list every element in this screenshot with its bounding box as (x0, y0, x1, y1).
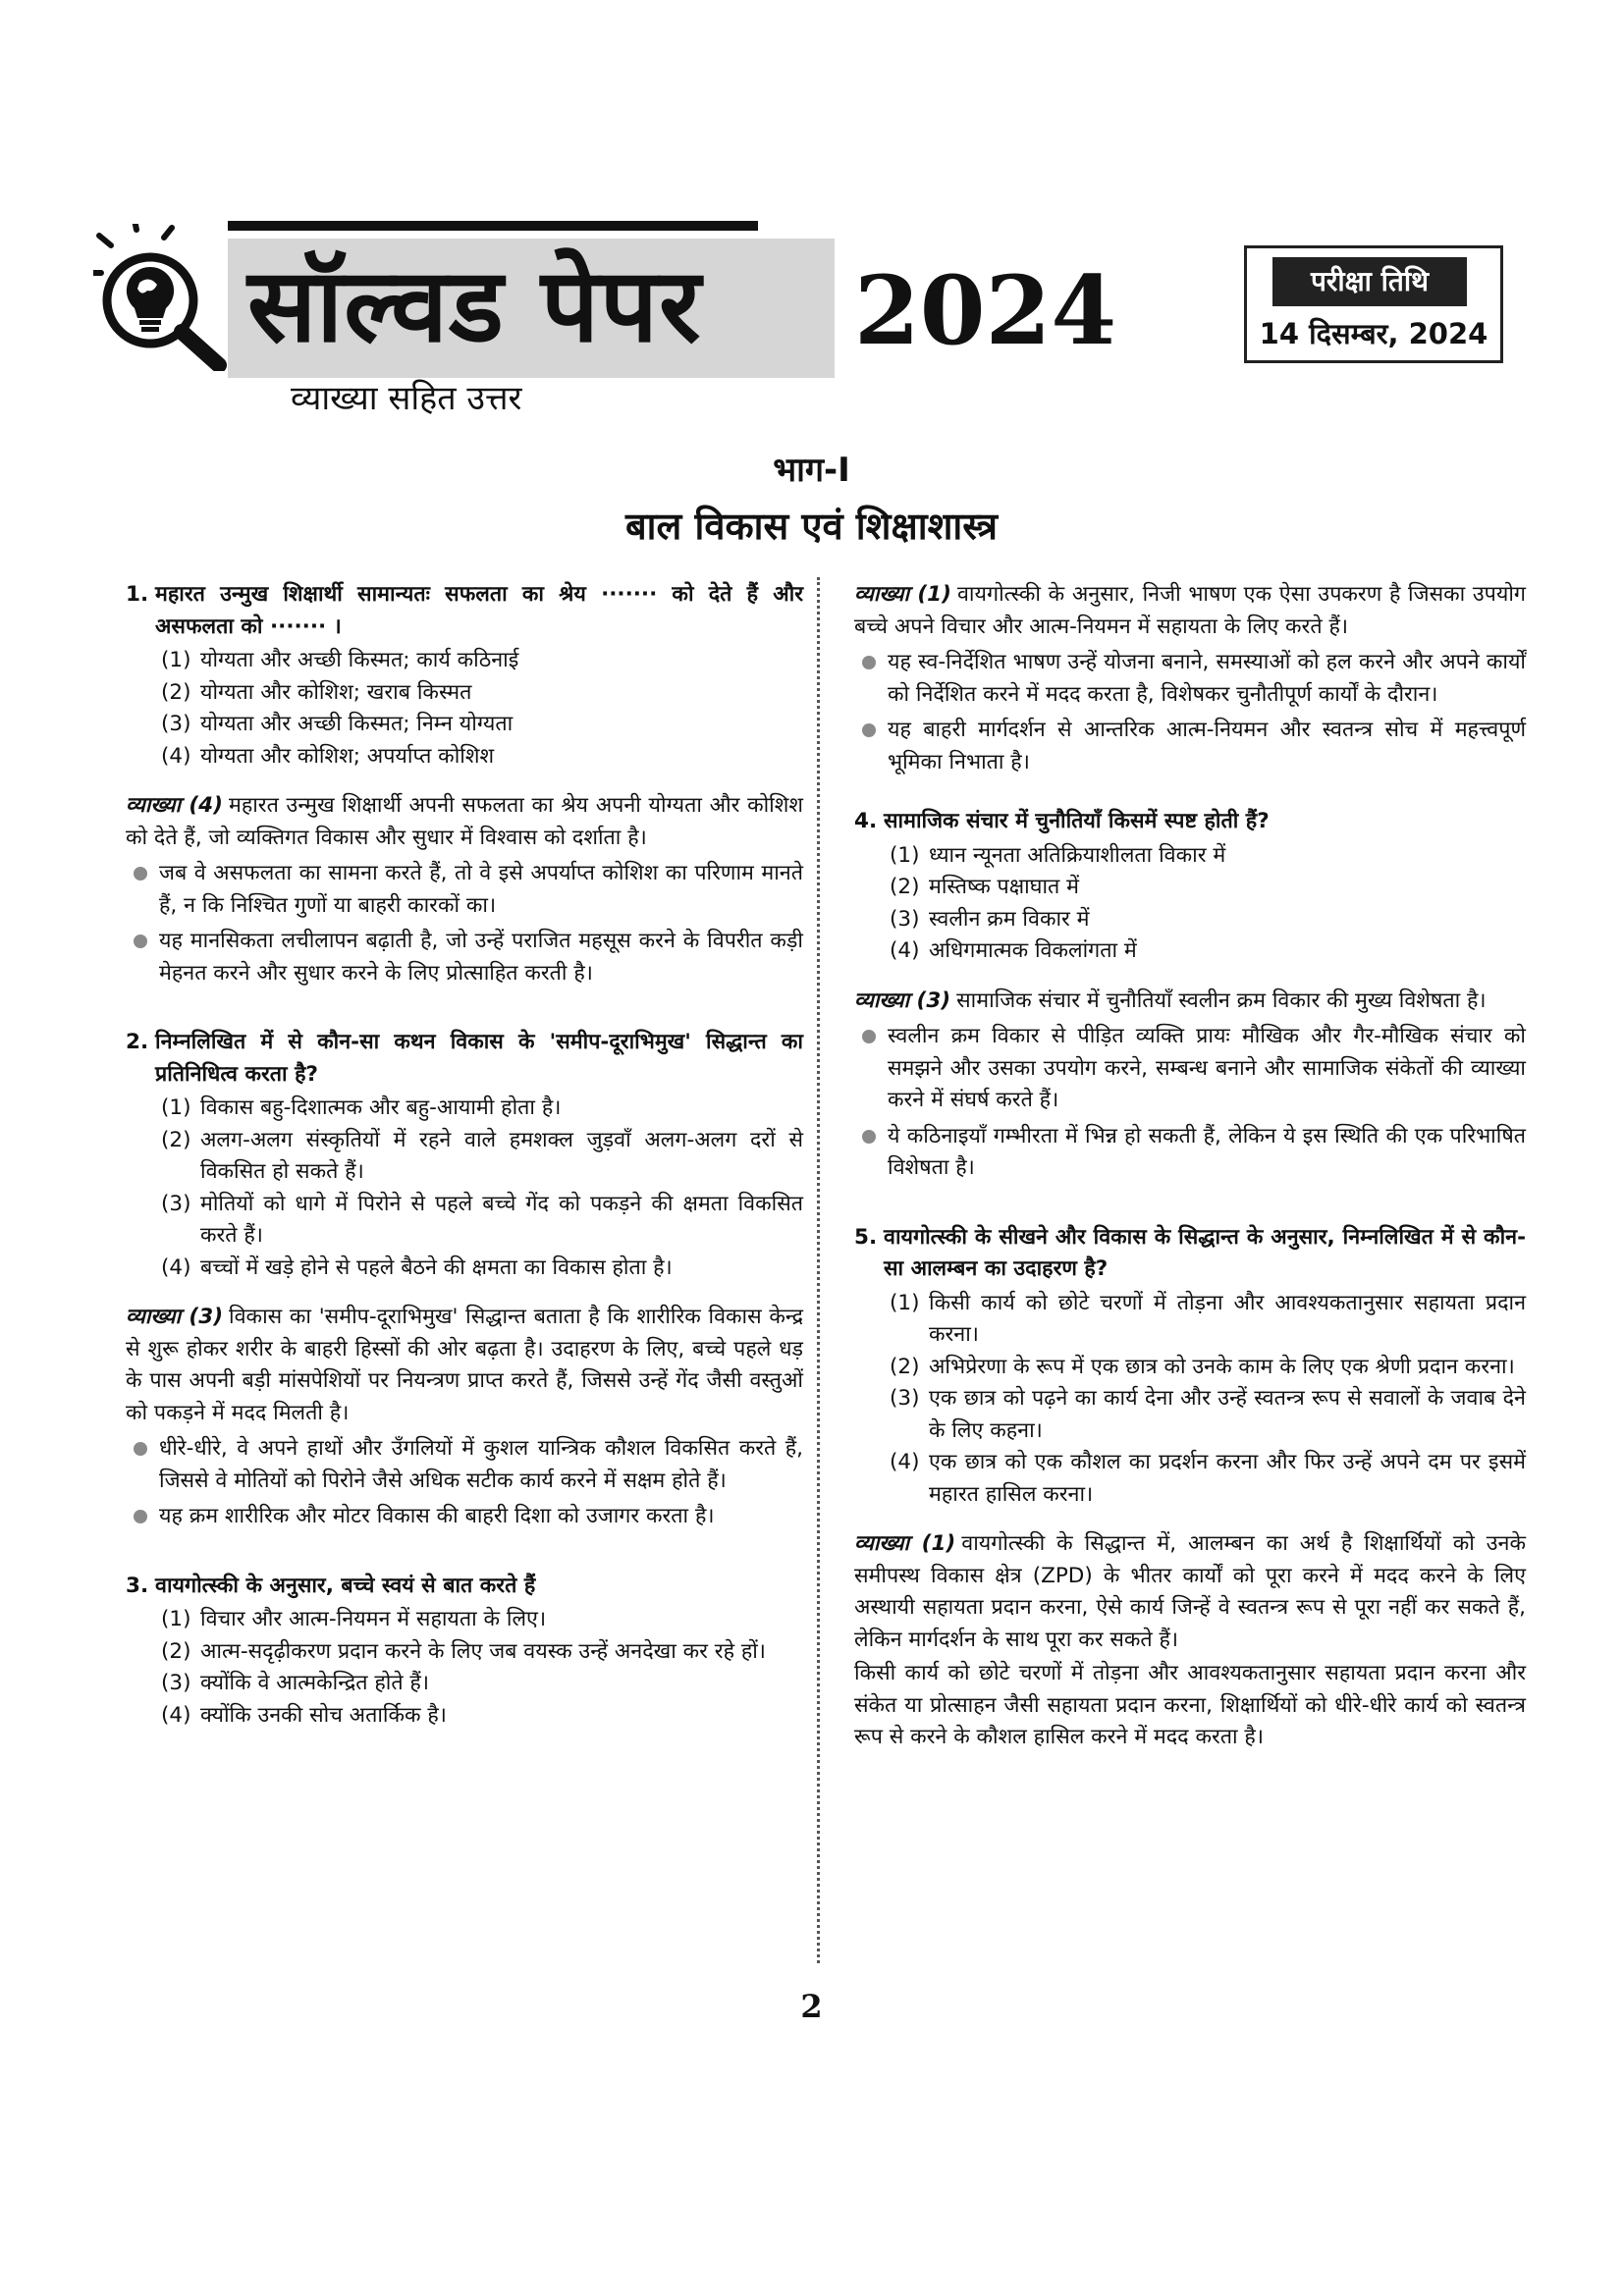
answer-bullet (862, 647, 1526, 711)
option (161, 741, 803, 774)
option-text: विकास बहु-दिशात्मक और बहु-आयामी होता है। (200, 1095, 562, 1120)
bullet-text: ये कठिनाइयाँ गम्भीरता में भिन्न हो सकती हैं, लेकिन ये इस स्थिति की एक परिभाषित विशेषता है। (888, 1123, 1526, 1180)
bullet-text: यह बाहरी मार्गदर्शन से आन्तरिक आत्म-नियमन और स्वतन्त्र सोच में महत्त्वपूर्ण भूमिका निभाता है। (888, 718, 1526, 774)
option-number: (3) (161, 712, 191, 736)
option (161, 1125, 803, 1189)
bullet-text: यह मानसिकता लचीलापन बढ़ाती है, जो उन्हें पराजित महसूस करने के विपरीत कड़ी मेहनत करने और सुधार करने के लिए प्रोत्साहित करती है। (159, 929, 803, 986)
question-text: वायगोत्स्की के अनुसार, बच्चे स्वयं से बात करते हैं (155, 1573, 536, 1598)
answer-explanation (854, 986, 1526, 1018)
bullet-dot-icon (134, 867, 147, 881)
option (161, 1636, 803, 1669)
bullet-dot-icon (134, 1442, 147, 1456)
title-year: 2024 (854, 255, 1117, 366)
bullet-dot-icon (134, 934, 147, 948)
option (890, 1447, 1526, 1511)
option-number: (1) (161, 1095, 191, 1120)
question-1-head (126, 579, 803, 643)
answer-text: सामाजिक संचार में चुनौतियाँ स्वलीन क्रम विकार की मुख्य विशेषता है। (956, 988, 1487, 1013)
option-text: मस्तिष्क पक्षाघात में (929, 875, 1079, 899)
question-1 (126, 579, 803, 989)
bullet-text: यह स्व-निर्देशित भाषण उन्हें योजना बनाने, समस्याओं को हल करने और अपने कार्यों को निर्देशित करने में मदद करता है, विशेषकर चुनौतीपूर्ण कार्यों के दौरान। (888, 650, 1526, 707)
question-2 (126, 1027, 803, 1533)
option-number: (3) (890, 1386, 920, 1411)
page-title: सॉल्वड पेपर (247, 245, 702, 365)
option-list (890, 840, 1526, 968)
option-number: (1) (890, 842, 920, 868)
bullet-dot-icon (862, 1130, 876, 1144)
answer-bullet (134, 1433, 803, 1497)
option-number: (4) (890, 1450, 920, 1474)
option-number: (4) (161, 743, 191, 769)
option-text: विचार और आत्म-नियमन में सहायता के लिए। (200, 1607, 547, 1631)
option-text: योग्यता और कोशिश; अपर्याप्त कोशिश (200, 743, 495, 769)
left-column (126, 579, 803, 1741)
answer-explanation (854, 1528, 1526, 1656)
option-text: एक छात्र को पढ़ने का कार्य देना और उन्हें स्वतन्त्र रूप से सवालों के जवाब देने के लिए कहना। (929, 1386, 1526, 1443)
option-text: अलग-अलग संस्कृतियों में रहने वाले हमशक्ल जुड़वाँ अलग-अलग दरों से विकसित हो सकते हैं। (200, 1127, 803, 1184)
option-text: योग्यता और अच्छी किस्मत; कार्य कठिनाई (200, 648, 519, 672)
option-number: (2) (161, 1638, 191, 1664)
option (890, 1288, 1526, 1352)
option (890, 1352, 1526, 1384)
option-list (161, 1604, 803, 1732)
answer-text: विकास का 'समीप-दूराभिमुख' सिद्धान्त बताता है कि शारीरिक विकास केन्द्र से शुरू होकर शरीर के बाहरी हिस्सों की ओर बढ़ता है। उदाहरण के लिए, बच्चे पहले धड़ के पास अपनी बड़ी मांसपेशियों पर नियन्त्रण प्राप्त करते हैं, जिससे उन्हें गेंद जैसी वस्तुओं को पकड़ने में मदद मिलती है। (126, 1305, 803, 1425)
option-text: मोतियों को धागे में पिरोने से पहले बच्चे गेंद को पकड़ने की क्षमता विकसित करते हैं। (200, 1191, 803, 1248)
option-text: अधिगमात्मक विकलांगता में (929, 938, 1137, 963)
option-text: किसी कार्य को छोटे चरणों में तोड़ना और आवश्यकतानुसार सहायता प्रदान करना। (929, 1290, 1526, 1347)
question-number: 3. (126, 1573, 149, 1598)
option (890, 904, 1526, 936)
globe-bulb-magnifier-icon (93, 224, 241, 371)
option-text: आत्म-सदृढ़ीकरण प्रदान करने के लिए जब वयस्क उन्हें अनदेखा कर रहे हों। (200, 1638, 766, 1664)
option-list (890, 1288, 1526, 1512)
bullet-text: जब वे असफलता का सामना करते हैं, तो वे इसे अपर्याप्त कोशिश का परिणाम मानते हैं, न कि निश्चित गुणों या बाहरी कारकों का। (159, 861, 803, 918)
bullet-dot-icon (862, 1030, 876, 1043)
option (161, 1700, 803, 1733)
answer-label: व्याख्या (1) (854, 1531, 956, 1556)
option-text: स्वलीन क्रम विकार में (929, 906, 1090, 932)
answer-explanation (126, 790, 803, 854)
bullet-dot-icon (134, 1510, 147, 1523)
option-text: अभिप्रेरणा के रूप में एक छात्र को उनके काम के लिए एक श्रेणी प्रदान करना। (929, 1354, 1515, 1379)
answer-bullet (134, 858, 803, 922)
question-text: महारत उन्मुख शिक्षार्थी सामान्यतः सफलता का श्रेय ······· को देते हैं और असफलता को ······· । (155, 582, 803, 639)
option (890, 935, 1526, 968)
question-number: 4. (854, 809, 878, 833)
option-text: एक छात्र को एक कौशल का प्रदर्शन करना और फिर उन्हें अपने दम पर इसमें महारत हासिल करना। (929, 1450, 1526, 1507)
answer-bullet (134, 926, 803, 989)
right-column (854, 579, 1526, 1764)
bullet-dot-icon (862, 723, 876, 737)
answer-bullet (134, 1501, 803, 1533)
option-number: (1) (161, 648, 191, 672)
section-title: बाल विकास एवं शिक्षाशास्त्र (624, 505, 999, 548)
option-text: योग्यता और कोशिश; खराब किस्मत (200, 679, 472, 705)
answer-text: वायगोत्स्की के सिद्धान्त में, आलम्बन का अर्थ है शिक्षार्थियों को उनके समीपस्थ विकास क्षेत्र (ZPD) के भीतर कार्यों को पूरा करने में मदद करने के लिए अस्थायी सहायता प्रदान करना, ऐसे कार्य जिन्हें वे स्वतन्त्र रूप से पूरा नहीं कर सकते हैं, लेकिन मार्गदर्शन के साथ पूरा कर सकते हैं। (854, 1531, 1526, 1652)
answer-label: व्याख्या (3) (854, 988, 951, 1013)
option-number: (3) (161, 1671, 191, 1695)
question-4 (854, 806, 1526, 1185)
option-list (161, 645, 803, 773)
bullet-text: यह क्रम शारीरिक और मोटर विकास की बाहरी दिशा को उजागर करता है। (159, 1504, 715, 1528)
option-number: (4) (161, 1255, 191, 1280)
header-top-rule (228, 221, 758, 231)
option (161, 1253, 803, 1285)
option-number: (3) (890, 906, 920, 932)
option (161, 1604, 803, 1636)
option-number: (1) (161, 1607, 191, 1631)
page-subtitle: व्याख्या सहित उत्तर (291, 379, 522, 418)
answer-bullet (862, 1121, 1526, 1185)
page-number: 2 (800, 1988, 823, 2025)
answer-bullet (862, 715, 1526, 778)
question-5-head (854, 1222, 1526, 1286)
option-list (161, 1093, 803, 1284)
bullet-text: धीरे-धीरे, वे अपने हाथों और उँगलियों में कुशल यान्त्रिक कौशल विकसित करते हैं, जिससे वे मोतियों को पिरोने जैसे अधिक सटीक कार्य करने में सक्षम होते हैं। (159, 1436, 803, 1493)
option (161, 1189, 803, 1253)
section-part: भाग-I (773, 451, 850, 490)
question-3 (126, 1571, 803, 1733)
question-3-head (126, 1571, 803, 1603)
question-2-head (126, 1027, 803, 1091)
question-text: वायगोत्स्की के सीखने और विकास के सिद्धान्त के अनुसार, निम्नलिखित में से कौन-सा आलम्बन का उदाहरण है? (884, 1224, 1526, 1281)
question-4-head (854, 806, 1526, 838)
answer-explanation (126, 1302, 803, 1429)
option (890, 1383, 1526, 1447)
question-number: 5. (854, 1224, 878, 1250)
answer-label: व्याख्या (4) (126, 793, 223, 818)
bullet-text: स्वलीन क्रम विकार से पीड़ित व्यक्ति प्रायः मौखिक और गैर-मौखिक संचार को समझने और उसका उपयोग करने, सम्बन्ध बनाने और सामाजिक संकेतों की व्याख्या करने में संघर्ष करते हैं। (888, 1024, 1526, 1112)
option (161, 1093, 803, 1125)
bullet-dot-icon (862, 656, 876, 669)
option (890, 872, 1526, 904)
exam-date-value: 14 दिसम्बर, 2024 (1259, 317, 1488, 350)
option-number: (2) (161, 1127, 191, 1152)
question-number: 2. (126, 1030, 149, 1054)
option-number: (4) (161, 1702, 191, 1728)
option-number: (2) (890, 1354, 920, 1379)
answer-text-continued: किसी कार्य को छोटे चरणों में तोड़ना और आवश्यकतानुसार सहायता प्रदान करना और संकेत या प्रोत्साहन जैसी सहायता प्रदान करना, शिक्षार्थियों को धीरे-धीरे कार्य को स्वतन्त्र रूप से करने के कौशल हासिल करने में मदद करता है। (854, 1661, 1526, 1749)
option-text: क्योंकि उनकी सोच अतार्किक है। (200, 1702, 447, 1728)
option-number: (3) (161, 1191, 191, 1216)
option (161, 709, 803, 741)
option-text: क्योंकि वे आत्मकेन्द्रित होते हैं। (200, 1671, 429, 1695)
question-text: सामाजिक संचार में चुनौतियाँ किसमें स्पष्ट होती हैं? (884, 809, 1270, 833)
option-text: योग्यता और अच्छी किस्मत; निम्न योग्यता (200, 712, 514, 736)
option-number: (2) (890, 875, 920, 899)
answer-label: व्याख्या (1) (854, 582, 951, 607)
column-divider (817, 577, 820, 1963)
option-text: बच्चों में खड़े होने से पहले बैठने की क्षमता का विकास होता है। (200, 1255, 673, 1280)
option-number: (1) (890, 1290, 920, 1315)
answer-text: महारत उन्मुख शिक्षार्थी अपनी सफलता का श्रेय अपनी योग्यता और कोशिश को देते हैं, जो व्यक्तिगत विकास और सुधार में विश्वास को दर्शाता है। (126, 793, 803, 850)
option-text: ध्यान न्यूनता अतिक्रियाशीलता विकार में (929, 842, 1226, 868)
option (161, 1668, 803, 1700)
answer-bullet (862, 1021, 1526, 1117)
option-number: (2) (161, 679, 191, 705)
answer-label: व्याख्या (3) (126, 1305, 224, 1329)
question-number: 1. (126, 582, 149, 607)
answer-text: वायगोत्स्की के अनुसार, निजी भाषण एक ऐसा उपकरण है जिसका उपयोग बच्चे अपने विचार और आत्म-नियमन में सहायता के लिए करते हैं। (854, 582, 1527, 639)
option (890, 840, 1526, 873)
answer-explanation (854, 579, 1526, 643)
question-text: निम्नलिखित में से कौन-सा कथन विकास के 'समीप-दूराभिमुख' सिद्धान्त का प्रतिनिधित्व करता है? (155, 1030, 803, 1087)
option (161, 645, 803, 677)
option (161, 677, 803, 710)
exam-date-label: परीक्षा तिथि (1272, 257, 1467, 306)
option-number: (4) (890, 938, 920, 963)
question-5 (854, 1222, 1526, 1754)
